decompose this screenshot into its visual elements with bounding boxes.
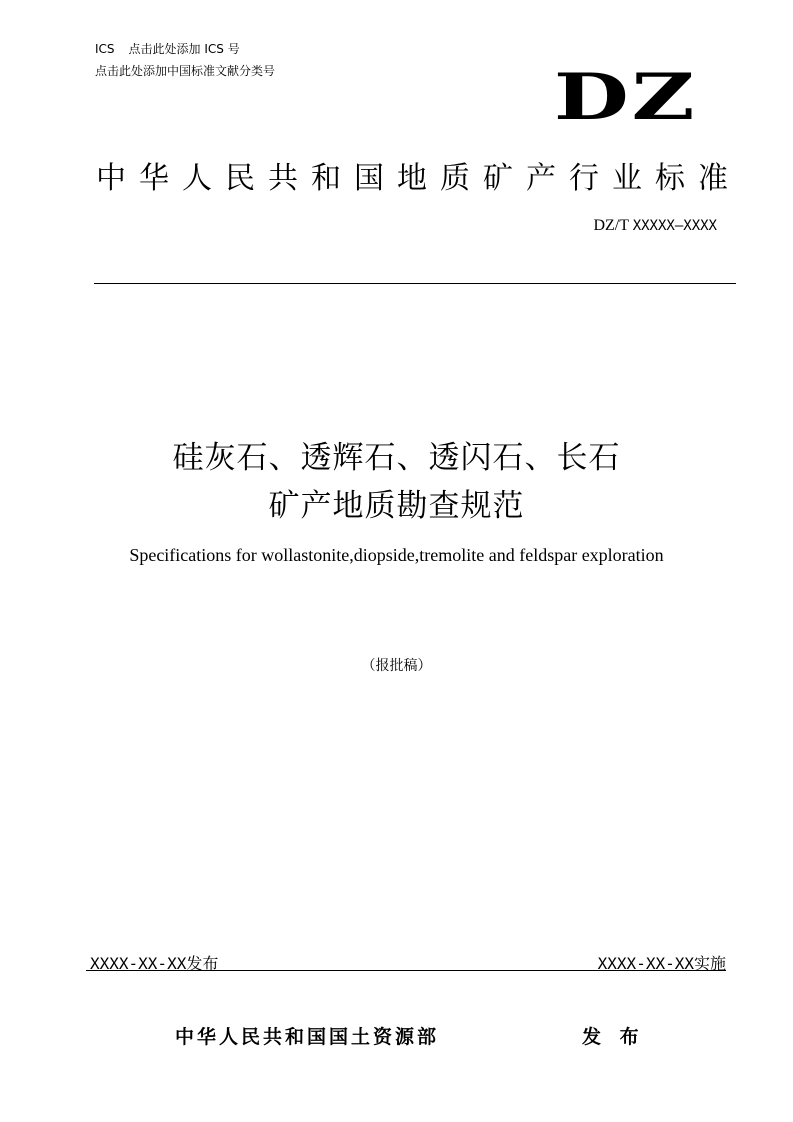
footer-divider bbox=[86, 970, 726, 971]
ics-line[interactable] bbox=[95, 40, 240, 57]
implement-date-value: XXXX-XX-XX bbox=[597, 954, 694, 973]
header-divider bbox=[94, 283, 736, 284]
industry-title: 中华人民共和国地质矿产行业标准 bbox=[96, 161, 741, 196]
publish-date-label: 发布 bbox=[186, 954, 219, 973]
title-line-2: 矿产地质勘查规范 bbox=[268, 488, 525, 524]
draft-status: （报批稿） bbox=[361, 658, 432, 674]
publish-date-value: XXXX-XX-XX bbox=[90, 954, 187, 973]
english-title: Specifications for wollastonite,diopside,tremolite and feldspar exploration bbox=[129, 545, 664, 565]
title-line-1: 硅灰石、透辉石、透闪石、长石 bbox=[172, 440, 621, 476]
ics-hint[interactable]: 点击此处添加 ICS 号 bbox=[128, 42, 240, 56]
issue-action: 发 布 bbox=[582, 1026, 645, 1048]
standard-number-code: XXXXX—XXXX bbox=[632, 218, 717, 234]
dz-logo: DZ bbox=[553, 60, 697, 135]
implement-date-label: 实施 bbox=[693, 954, 726, 973]
standard-number-prefix: DZ/T bbox=[593, 217, 633, 234]
standard-number bbox=[593, 217, 717, 235]
issuer: 中华人民共和国国土资源部 bbox=[175, 1026, 440, 1048]
classification-hint[interactable]: 点击此处添加中国标准文献分类号 bbox=[95, 64, 276, 78]
ics-label: ICS bbox=[95, 42, 115, 56]
